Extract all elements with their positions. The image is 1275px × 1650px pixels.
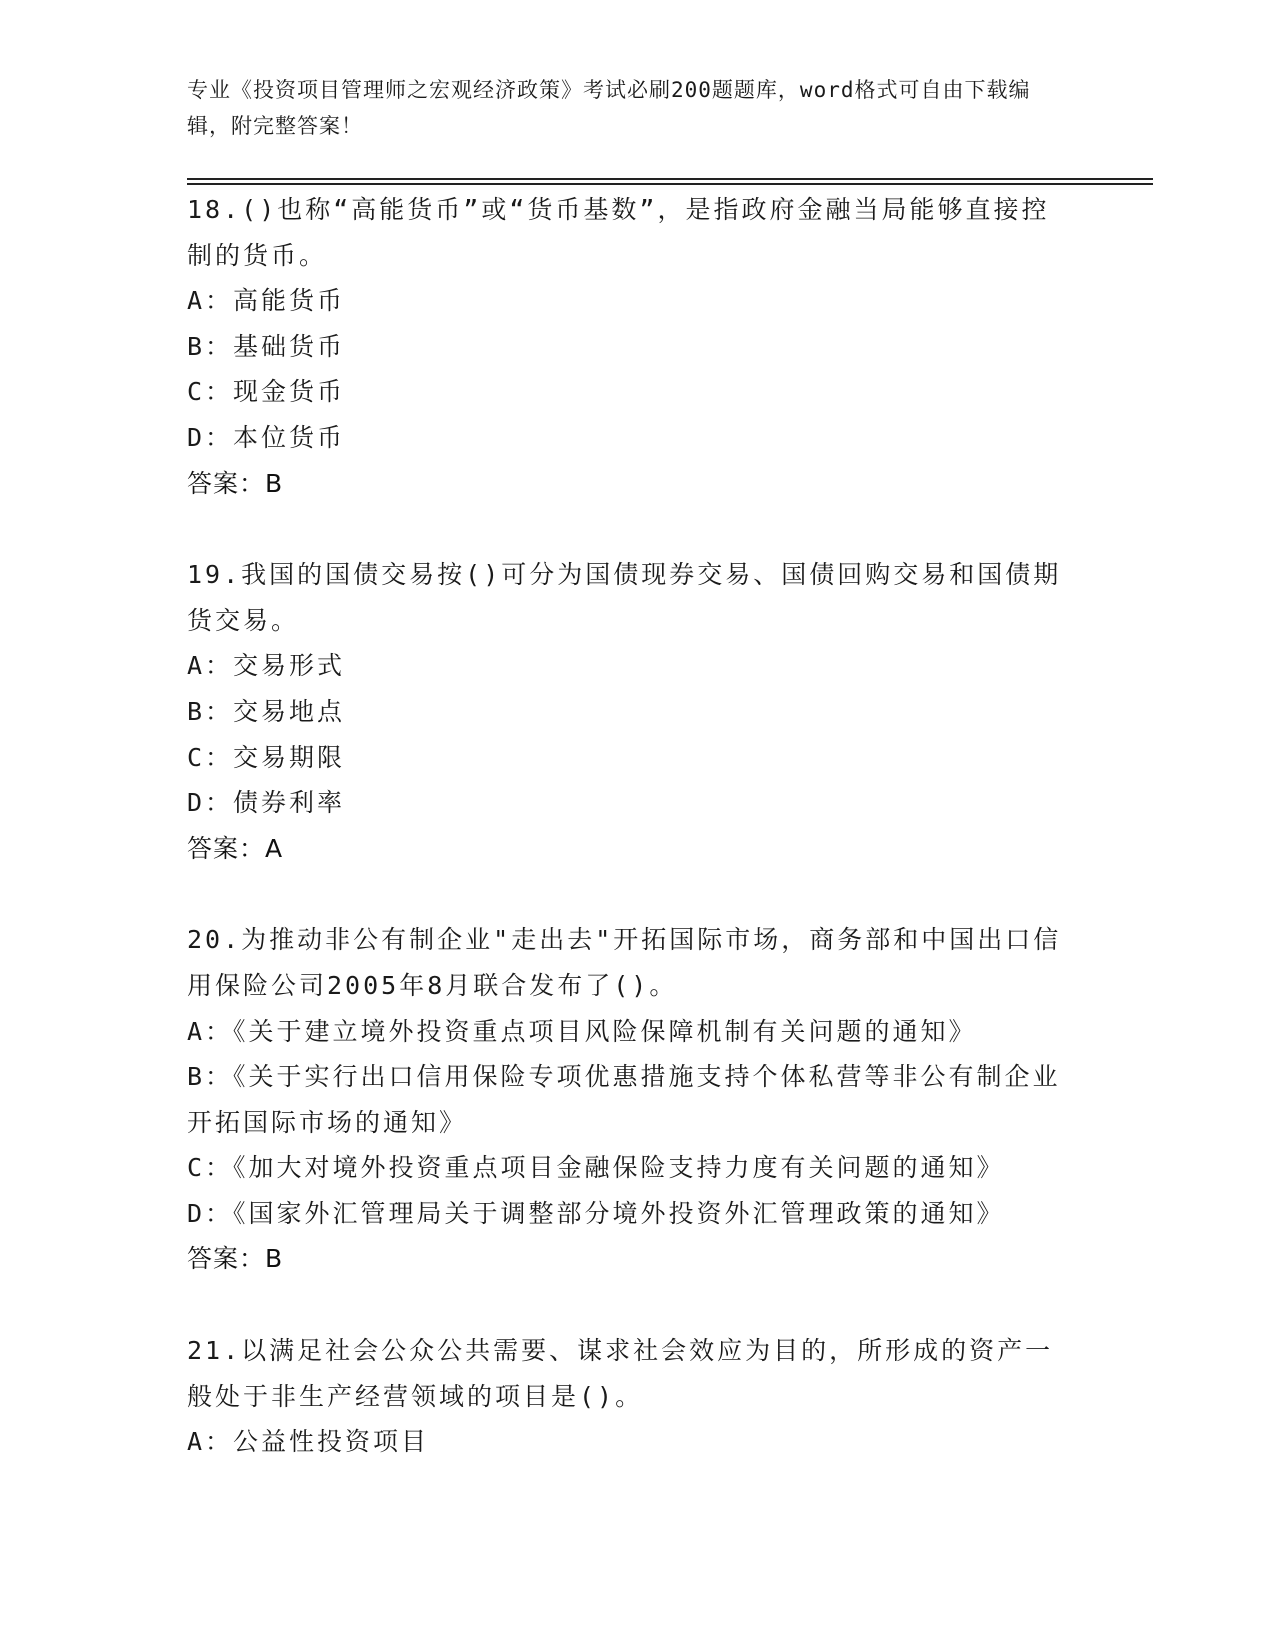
option-a: A：《关于建立境外投资重点项目风险保障机制有关问题的通知》 (187, 1016, 977, 1046)
option-a: A：高能货币 (187, 286, 346, 316)
option-d: D：本位货币 (187, 422, 346, 452)
header-divider-top (187, 178, 1153, 180)
option-a: A：公益性投资项目 (187, 1427, 430, 1457)
option-b: B：《关于实行出口信用保险专项优惠措施支持个体私营等非公有制企业开拓国际市场的通知》 (187, 1062, 1061, 1137)
answer-key: 答案：B (187, 468, 284, 498)
document-intro: 专业《投资项目管理师之宏观经济政策》考试必刷200题题库，word格式可自由下载编辑，附完整答案！ (187, 78, 1031, 138)
option-a: A：交易形式 (187, 651, 346, 681)
answer-key: 答案：A (187, 833, 284, 863)
option-d: D：债券利率 (187, 788, 346, 818)
option-b: B：交易地点 (187, 696, 346, 726)
question-19 (187, 552, 1087, 871)
question-stem: 19.我国的国债交易按()可分为国债现券交易、国债回购交易和国债期货交易。 (187, 560, 1062, 635)
option-c: C：现金货币 (187, 377, 346, 407)
question-stem: 20.为推动非公有制企业"走出去"开拓国际市场，商务部和中国出口信用保险公司2005年8月联合发布了()。 (187, 925, 1062, 1000)
option-b: B：基础货币 (187, 331, 346, 361)
question-list (187, 187, 1087, 1511)
header-divider-bottom (187, 183, 1153, 185)
answer-key: 答案：B (187, 1244, 284, 1274)
question-21 (187, 1328, 1087, 1465)
question-20 (187, 917, 1087, 1282)
question-stem: 18.()也称“高能货币”或“货币基数”，是指政府金融当局能够直接控制的货币。 (187, 195, 1050, 270)
question-stem: 21.以满足社会公众公共需要、谋求社会效应为目的，所形成的资产一般处于非生产经营领域的项目是()。 (187, 1336, 1054, 1411)
option-d: D：《国家外汇管理局关于调整部分境外投资外汇管理政策的通知》 (187, 1198, 1005, 1228)
option-c: C：《加大对境外投资重点项目金融保险支持力度有关问题的通知》 (187, 1153, 1005, 1183)
option-c: C：交易期限 (187, 742, 346, 772)
question-18 (187, 187, 1087, 506)
